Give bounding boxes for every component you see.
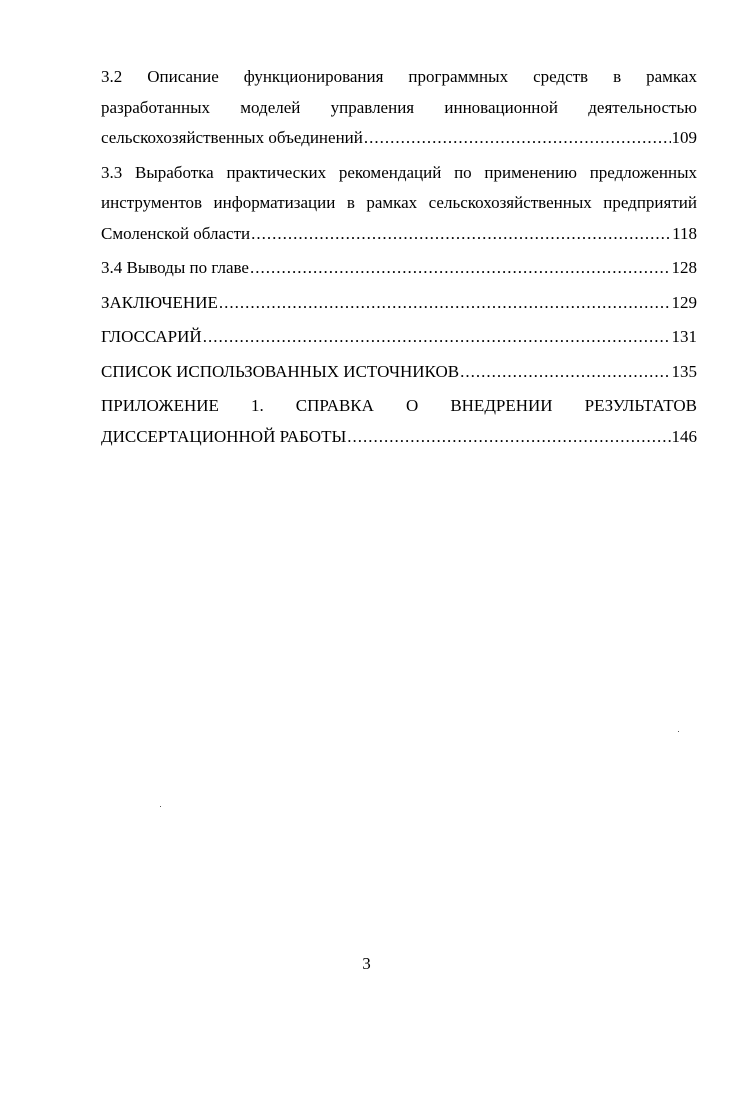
dot-leader xyxy=(203,322,671,353)
toc-word: в xyxy=(346,193,355,212)
toc-word: средств xyxy=(533,67,589,86)
toc-entry-appendix-line-1 xyxy=(101,391,697,422)
toc-word: инструментов xyxy=(101,193,203,212)
toc-word: Описание xyxy=(147,67,219,86)
toc-word: ПРИЛОЖЕНИЕ xyxy=(101,396,219,415)
toc-word: 3.2 xyxy=(101,67,123,86)
toc-entry-text: сельскохозяйственных объединений xyxy=(101,128,363,147)
toc-word: О xyxy=(405,396,419,415)
toc-entry-3-4 xyxy=(101,253,697,284)
toc-page-number: 118 xyxy=(672,223,697,243)
toc-entry-appendix-line-2 xyxy=(101,422,697,453)
toc-entry-text: СПИСОК ИСПОЛЬЗОВАННЫХ ИСТОЧНИКОВ xyxy=(101,361,460,381)
toc-entry-glossary-line xyxy=(101,322,697,353)
toc-entry-conclusion-line xyxy=(101,288,697,319)
toc-entry-glossary xyxy=(101,322,697,353)
toc-word: по xyxy=(454,162,472,182)
toc-page-number: 146 xyxy=(671,426,697,446)
toc-word: в xyxy=(613,67,622,86)
dot-leader xyxy=(364,123,671,154)
scan-speck xyxy=(678,731,679,732)
toc-entry-text: ГЛОССАРИЙ xyxy=(101,327,202,346)
toc-entry-3-3-line-3 xyxy=(101,219,697,250)
dot-leader xyxy=(347,422,670,453)
table-of-contents xyxy=(101,62,697,456)
toc-word: СПРАВКА xyxy=(295,396,374,415)
dot-leader xyxy=(460,357,670,388)
toc-word: информатизации xyxy=(213,193,336,212)
toc-word: моделей xyxy=(240,97,301,117)
scan-speck xyxy=(160,806,161,807)
toc-entry-3-4-line xyxy=(101,253,697,284)
toc-page-number: 135 xyxy=(671,361,697,381)
toc-page-number: 109 xyxy=(671,128,697,147)
toc-entry-text: ЗАКЛЮЧЕНИЕ xyxy=(101,292,218,312)
toc-word: Выработка xyxy=(134,162,214,182)
toc-word: инновационной xyxy=(444,97,559,117)
dot-leader xyxy=(219,288,671,319)
toc-word: 3.3 xyxy=(101,162,123,182)
toc-entry-3-3 xyxy=(101,158,697,250)
toc-entry-3-3-line-1 xyxy=(101,158,697,189)
toc-entry-references-line xyxy=(101,357,697,388)
toc-word: применению xyxy=(484,162,577,182)
toc-page-number: 128 xyxy=(671,258,697,277)
toc-entry-conclusion xyxy=(101,288,697,319)
toc-word: рамках xyxy=(366,193,418,212)
dot-leader xyxy=(251,219,671,250)
dot-leader xyxy=(250,253,671,284)
toc-word: 1. xyxy=(251,396,264,415)
toc-entry-text: 3.4 Выводы по главе xyxy=(101,258,249,277)
toc-word: предложенных xyxy=(589,162,697,182)
toc-entry-3-2-line-3 xyxy=(101,123,697,154)
toc-entry-appendix xyxy=(101,391,697,452)
toc-word: РЕЗУЛЬТАТОВ xyxy=(584,396,697,415)
toc-page-number: 129 xyxy=(671,292,697,312)
toc-entry-3-2-line-1 xyxy=(101,62,697,93)
toc-word: деятельностью xyxy=(588,97,697,117)
toc-word: функционирования xyxy=(243,67,384,86)
toc-word: программных xyxy=(408,67,509,86)
toc-entry-text: ДИССЕРТАЦИОННОЙ РАБОТЫ xyxy=(101,426,347,446)
toc-page-number: 131 xyxy=(671,327,697,346)
toc-word: рекомендаций xyxy=(338,162,442,182)
toc-word: сельскохозяйственных xyxy=(428,193,592,212)
toc-word: управления xyxy=(330,97,415,117)
page-number: 3 xyxy=(362,954,371,973)
toc-entry-3-3-line-2 xyxy=(101,188,697,219)
toc-entry-3-2 xyxy=(101,62,697,154)
toc-entry-3-2-line-2 xyxy=(101,93,697,124)
toc-word: практических xyxy=(226,162,327,182)
toc-word: рамках xyxy=(646,67,697,86)
toc-entry-references xyxy=(101,357,697,388)
toc-word: ВНЕДРЕНИИ xyxy=(450,396,553,415)
toc-entry-text: Смоленской области xyxy=(101,223,251,243)
toc-word: предприятий xyxy=(603,193,697,212)
toc-word: разработанных xyxy=(101,97,211,117)
